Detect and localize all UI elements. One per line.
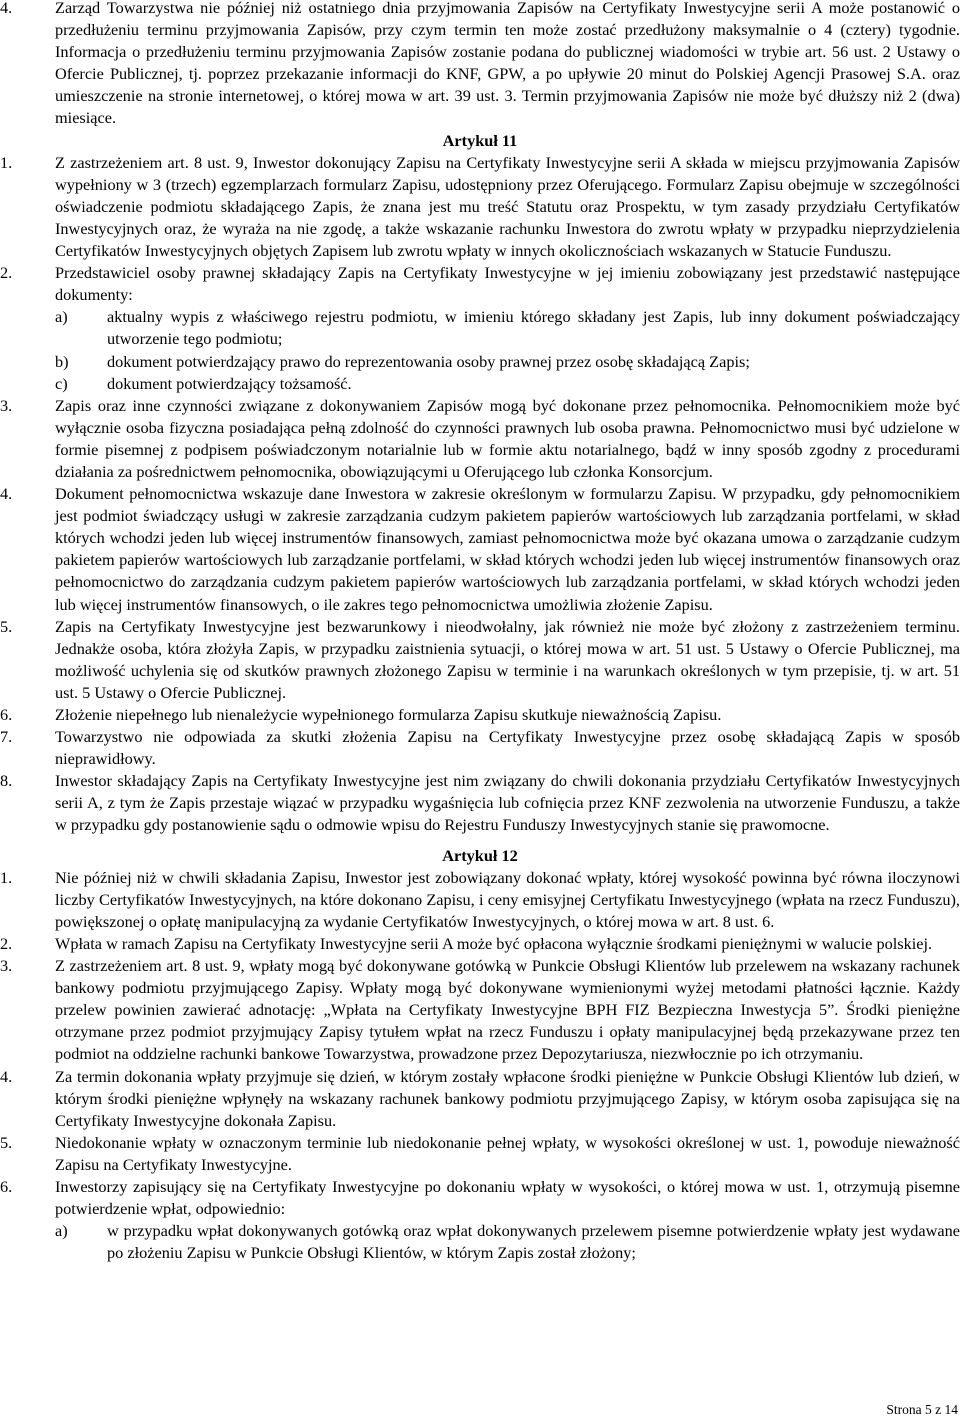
list-item	[0, 1066, 960, 1132]
list-item	[0, 955, 960, 1065]
item-number: 1.	[0, 152, 13, 172]
item-text: Dokument pełnomocnictwa wskazuje dane Inwestora w zakresie określonym w formularzu Zapisu. W przypadku, gdy pełnomocnikiem jest podmiot świadczący usługi w zakresie zarządzania cudzym pakietem papierów wartościowych lub zarządzania portfelami, w skład których wchodzi jeden lub więcej instrumentów finansowych, zamiast pełnomocnictwa może być okazana umowa o zarządzanie cudzym pakietem papierów wartościowych lub zarządzanie portfelami, w skład których wchodzi jeden lub więcej instrumentów finansowych oraz pełnomocnictwo do zarządzania cudzym pakietem papierów wartościowych lub zarządzania portfelami, w skład których wchodzi jeden lub więcej instrumentów finansowych, o ile zakres tego pełnomocnictwa umożliwia złożenie Zapisu.	[55, 484, 960, 614]
item-text: Zapis na Certyfikaty Inwestycyjne jest bezwarunkowy i nieodwołalny, jak również nie może być złożony z zastrzeżeniem terminu. Jednakże osoba, która złożyła Zapis, w przypadku zaistnienia sytuacji, o której mowa w art. 51 ust. 5 Ustawy o Ofercie Publicznej, ma możliwość uchylenia się od skutków prawnych złożonego Zapisu w terminie i na warunkach określonych w tym przepisie, tj. w art. 51 ust. 5 Ustawy o Ofercie Publicznej.	[55, 616, 960, 702]
list-item	[0, 933, 960, 955]
sub-item	[0, 373, 960, 395]
article-heading: Artykuł 11	[442, 130, 518, 150]
sub-item-letter: a)	[55, 1221, 68, 1241]
list-item	[0, 726, 960, 770]
list-item	[0, 770, 960, 836]
item-number: 7.	[0, 727, 13, 747]
list-item	[0, 704, 960, 726]
item-text: Zarząd Towarzystwa nie później niż ostatniego dnia przyjmowania Zapisów na Certyfikaty Inwestycyjne serii A może postanowić o przedłużeniu terminu przyjmowania Zapisów, przy czym termin ten może zostać przedłużony maksymalnie o 4 (cztery) tygodnie. Informacja o przedłużeniu terminu przyjmowania Zapisów zostanie podana do publicznej wiadomości w trybie art. 56 ust. 2 Ustawy o Ofercie Publicznej, tj. poprzez przekazanie informacji do KNF, GPW, a po upływie 20 minut do Polskiej Agencji Prasowej S.A. oraz umieszczenie na stronie internetowej, o której mowa w art. 39 ust. 3. Termin przyjmowania Zapisów nie może być dłuższy niż 2 (dwa) miesiące.	[55, 0, 960, 128]
item-number: 3.	[0, 395, 13, 415]
item-text: Inwestor składający Zapis na Certyfikaty Inwestycyjne jest nim związany do chwili dokonania przydziału Certyfikatów Inwestycyjnych serii A, z tym że Zapis przestaje wiązać w przypadku wygaśnięcia lub cofnięcia przez KNF zezwolenia na utworzenie Funduszu, a także w przypadku gdy postanowienie sądu o odmowie wpisu do Rejestru Funduszy Inwestycyjnych stanie się prawomocne.	[55, 771, 960, 835]
item-text: Z zastrzeżeniem art. 8 ust. 9, Inwestor dokonujący Zapisu na Certyfikaty Inwestycyjne serii A składa w miejscu przyjmowania Zapisów wypełniony w 3 (trzech) egzemplarzach formularz Zapisu, udostępniony przez Oferującego. Formularz Zapisu obejmuje w szczególności oświadczenie podmiotu składającego Zapis, że znana jest mu treść Statutu oraz Prospektu, w tym zasady przydziału Certyfikatów Inwestycyjnych oraz, że wyraża na nie zgodę, a także wskazanie rachunku Inwestora do zwrotu wpłaty w przypadku nieprzydzielenia Certyfikatów Inwestycyjnych objętych Zapisem lub zwrotu wpłaty w innych okolicznościach wskazanych w Statucie Funduszu.	[55, 152, 960, 261]
sub-item	[0, 1220, 960, 1264]
list-item	[0, 867, 960, 933]
list-item	[0, 1176, 960, 1220]
item-text: Z zastrzeżeniem art. 8 ust. 9, wpłaty mogą być dokonywane gotówką w Punkcie Obsługi Klientów lub przelewem na wskazany rachunek bankowy podmiotu przyjmującego Zapisy. Wpłaty mogą być dokonywane wymienionymi wyżej metodami płatności łącznie. Każdy przelew powinien zawierać adnotację: „Wpłata na Certyfikaty Inwestycyjne BPH FIZ Bezpieczna Inwestycja 5”. Środki pieniężne otrzymane przez podmiot przyjmujący Zapisy tytułem wpłat na rzecz Funduszu i opłaty manipulacyjnej będą przekazywane przez ten podmiot na oddzielne rachunki bankowe Towarzystwa, prowadzone przez Depozytariusza, niezwłocznie po ich otrzymaniu.	[55, 956, 960, 1064]
sub-item-text: w przypadku wpłat dokonywanych gotówką oraz wpłat dokonywanych przelewem pisemne potwierdzenie wpłaty jest wydawane po złożeniu Zapisu w Punkcie Obsługi Klientów, w którym Zapis został złożony;	[107, 1221, 960, 1263]
page-number: Strona 5 z 14	[886, 1402, 958, 1417]
item-number: 2.	[0, 933, 13, 953]
sub-item	[0, 306, 960, 350]
item-text: Towarzystwo nie odpowiada za skutki złożenia Zapisu na Certyfikaty Inwestycyjne przez osobę składającą Zapis w sposób nieprawidłowy.	[55, 727, 960, 769]
sub-item-letter: a)	[55, 307, 68, 327]
sub-item-letter: b)	[55, 351, 69, 371]
item-text: Zapis oraz inne czynności związane z dokonywaniem Zapisów mogą być dokonane przez pełnomocnika. Pełnomocnikiem może być wyłącznie osoba fizyczna posiadająca pełną zdolność do czynności prawnych lub osoba prawna. Pełnomocnictwo musi być udzielone w formie pisemnej z podpisem poświadczonym notarialnie lub w formie aktu notarialnego, bądź w inny sposób zgodny z procedurami działania za pośrednictwem pełnomocnika, obowiązującymi u Oferującego lub członka Konsorcjum.	[55, 395, 960, 481]
item-text: Nie później niż w chwili składania Zapisu, Inwestor jest zobowiązany dokonać wpłaty, której wysokość powinna być równa iloczynowi liczby Certyfikatów Inwestycyjnych, na które dokonano Zapisu, i ceny emisyjnej Certyfikatu Inwestycyjnego (wpłata na rzecz Funduszu), powiększonej o opłatę manipulacyjną za wydanie Certyfikatów Inwestycyjnych, o której mowa w art. 8 ust. 6.	[55, 867, 960, 931]
article-heading: Artykuł 12	[442, 845, 518, 865]
item-number: 4.	[0, 0, 13, 17]
sub-item	[0, 351, 960, 373]
item-number: 3.	[0, 956, 13, 976]
list-item	[0, 395, 960, 483]
list-item	[0, 1132, 960, 1176]
item-number: 8.	[0, 771, 13, 791]
list-item	[0, 152, 960, 262]
item-number: 5.	[0, 1132, 13, 1152]
item-number: 6.	[0, 705, 13, 724]
item-number: 4.	[0, 484, 13, 504]
list-item	[0, 0, 960, 130]
list-item	[0, 262, 960, 306]
list-item	[0, 483, 960, 616]
item-text: Niedokonanie wpłaty w oznaczonym terminie lub niedokonanie pełnej wpłaty, w wysokości określonej w ust. 1, powoduje nieważność Zapisu na Certyfikaty Inwestycyjne.	[55, 1132, 960, 1174]
item-number: 2.	[0, 263, 13, 283]
item-number: 4.	[0, 1066, 13, 1086]
item-text: Wpłata w ramach Zapisu na Certyfikaty Inwestycyjne serii A może być opłacona wyłącznie środkami pieniężnymi w walucie polskiej.	[55, 933, 933, 953]
sub-item-text: dokument potwierdzający tożsamość.	[107, 373, 352, 393]
item-number: 6.	[0, 1176, 13, 1196]
item-text: Za termin dokonania wpłaty przyjmuje się dzień, w którym zostały wpłacone środki pieniężne w Punkcie Obsługi Klientów lub dzień, w którym środki pieniężne wpłynęły na wskazany rachunek bankowy podmiotu przyjmującego Zapisy, w którym osoba zapisująca się na Certyfikaty Inwestycyjne dokonała Zapisu.	[55, 1066, 960, 1130]
item-text: Przedstawiciel osoby prawnej składający Zapis na Certyfikaty Inwestycyjne w jej imieniu zobowiązany jest przedstawić następujące dokumenty:	[55, 263, 960, 305]
item-text: Inwestorzy zapisujący się na Certyfikaty Inwestycyjne po dokonaniu wpłaty w wysokości, o której mowa w ust. 1, otrzymują pisemne potwierdzenie wpłat, odpowiednio:	[55, 1176, 960, 1219]
item-text: Złożenie niepełnego lub nienależycie wypełnionego formularza Zapisu skutkuje nieważnością Zapisu.	[55, 705, 722, 724]
sub-item-text: dokument potwierdzający prawo do reprezentowania osoby prawnej przez osobę składającą Zapis;	[107, 351, 750, 371]
sub-item-letter: c)	[55, 373, 68, 393]
item-number: 5.	[0, 616, 13, 636]
item-number: 1.	[0, 867, 13, 887]
spacer	[0, 837, 960, 845]
list-item	[0, 616, 960, 704]
sub-item-text: aktualny wypis z właściwego rejestru podmiotu, w imieniu którego składany jest Zapis, lub inny dokument poświadczający utworzenie tego podmiotu;	[107, 307, 960, 349]
